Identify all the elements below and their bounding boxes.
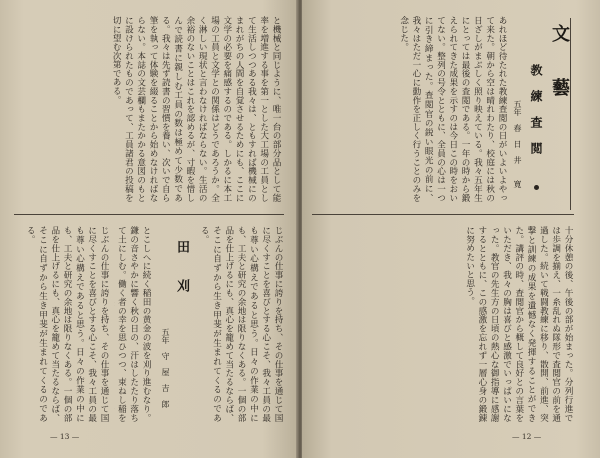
right-page: [302, 0, 600, 458]
right-page-number: — 12 —: [512, 432, 542, 441]
left-page: [0, 0, 298, 458]
title-bullet-dot: [534, 185, 539, 190]
essay-author: 五年 春 日 井 寛: [513, 100, 522, 188]
left-upper-text-block: と機械と同じように、唯一台の部分品として能率を増進する事を第一とした大工場の工員として生活しつつある我々は、ともすれば機械にのまれがちの人間を自覚させるためにも、ここに文学の必要を痛感するのである。しかるに本工場の工員と文学との関係はどうであろうか。全く淋しい現状と言わなければならない。生活の余裕のないことはこれを認めるが、寸暇を惜しんで読書に親しむ工員の数は極めて少数である。我々は先ず読書の習慣を養い、次いで自ら筆を執って体験を綴ることから始めなければならない。本誌の文芸欄もまたかかる意図のもとに設けられたものであって、工員諸君の投稿を切に望む次第である。: [111, 16, 281, 202]
poem-text-block: とこしへに続く稲田の黄金の波を刈り進むなり。鎌の音さやかに響く秋の日の、汗はしたたり落ちて土にしむ。働く者の幸を思ひつつ、束ねし稲を: [116, 226, 151, 422]
section-title: 文 藝: [549, 24, 570, 96]
right-lower-text-block: 十分休憩の後、午後の部が始まった。分列行進では歩調を揃え、一糸乱れぬ隊形で査閲官の前を通過した。続いて戦闘教練に移り、散開、前進、突撃と訓練の成果を遺憾なく発揮することができた。講評の時、査閲官から概して良好との言葉をいただき、我々の胸は喜びと感激でいっぱいになった。教官の先生方の日頃の熱心な御指導に感謝するとともに、この感激を忘れず一層心身の鍛錬に努めたいと思う。: [464, 226, 573, 422]
left-lower-text-block-2: じぶんの仕事に誇りを持ち、その仕事を通じて国に尽くすことを喜びとする心こそ、我々工員の最も尊い心構えであると思う。日々の作業の中にも、工夫と研究の余地は限りなくある。一個の部品を仕上げるにも、真心を籠めて当たるならば、そこに自ずから生き甲斐が生まれてくるのである。: [199, 226, 283, 422]
right-page-divider: [312, 214, 574, 215]
left-page-divider: [14, 214, 284, 215]
poem-author: 五年 守 屋 吉 郎: [161, 328, 170, 408]
right-upper-text-block: あれほど待たれた教練査閲の日がいよいよやって来た。朝から空は晴れわたり、校庭には秋の日ざしがまぶしく照り映えている。我々五年生にとっては最後の査閲である。一年の時から鍛えられてきた成果を示すのは今日この時をおいてない。整列の号令とともに、全員の心は一つに引き締まった。査閲官の鋭い眼光の前に、我々はただ一心に動作を正しく行うことのみを念じた。: [398, 16, 507, 202]
left-lower-text-block: じぶんの仕事に誇りを持ち、その仕事を通じて国に尽くすことを喜びとする心こそ、我々工員の最も尊い心構えであると思う。日々の作業の中にも、工夫と研究の余地は限りなくある。一個の部品を仕上げるにも、真心を籠めて当たるならば、そこに自ずから生き甲斐が生まれてくるのである。: [25, 226, 109, 422]
poem-title: 田 刈: [174, 240, 189, 292]
left-page-number: — 13 —: [50, 432, 80, 441]
essay-title: 教 練 査 閲: [529, 64, 543, 155]
